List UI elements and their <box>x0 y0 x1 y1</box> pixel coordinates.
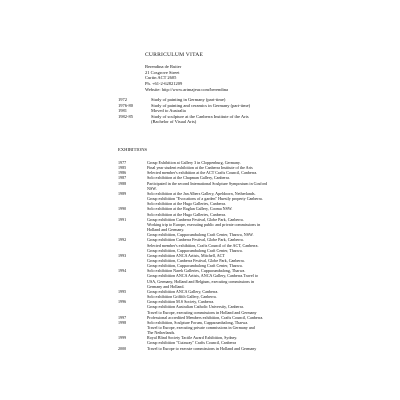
document-title: CURRICULUM VITAE <box>145 52 204 58</box>
education-entry-year: 1981 <box>118 108 127 114</box>
education-entry-text: Moved to Australia <box>151 108 186 114</box>
exhibition-entry <box>118 346 318 351</box>
exhibition-entry-year: 1994 <box>118 268 127 274</box>
exhibition-entry-text: Group exhibition, Cuppacumbalong Craft Center, Tharwa. <box>147 247 243 253</box>
exhibitions-list <box>118 160 318 351</box>
exhibition-entry-text: Selected member's exhibition, Crafts Council of the ACT, Canberra. <box>147 242 259 248</box>
exhibition-entry-text: Solo exhibition at the Chapman Gallery, Canberra. <box>147 175 230 181</box>
education-entry-year: 1976-80 <box>118 102 133 108</box>
exhibition-entry-year: 1996 <box>118 299 127 305</box>
exhibition-entry-text: The Netherlands. <box>147 330 176 336</box>
contact-phone: Ph. +61-2-62821209 <box>145 81 183 87</box>
exhibition-entry-year: 1985 <box>118 165 127 171</box>
exhibition-entry-text: Working trip to Europe, executing public and private commissions in <box>147 221 261 227</box>
exhibition-entry-text: Group exhibition, Cuppacumbalong Craft Center, Tharwa. <box>147 263 243 269</box>
exhibition-entry-text: Group exhibition, Cuppacumbalong Craft Center, Tharwa, NSW. <box>147 232 254 238</box>
exhibition-entry-year: 1995 <box>118 288 127 294</box>
exhibition-entry-year: 1988 <box>118 180 127 186</box>
exhibition-entry-year: 1977 <box>118 160 127 165</box>
exhibition-entry-text: Travel to Europe, executing commissions in Holland and Germany <box>147 309 257 315</box>
exhibition-entry-year: 2000 <box>118 345 127 351</box>
exhibition-entry-year: 1999 <box>118 335 127 341</box>
exhibition-entry-text: Group exhibition Australian Catholic University, Canberra. <box>147 304 244 310</box>
exhibition-entry-text: Group exhibition ANCA Artists, Mitchell, ACT <box>147 252 225 258</box>
education-entry-year: 1982-85 <box>118 113 133 119</box>
exhibition-entry-year: 1998 <box>118 319 127 325</box>
exhibition-entry-text: Germany and Holland. <box>147 283 185 289</box>
exhibition-entry-text: Group exhibition "Evocations of a garden" Huestly property Canberra. <box>147 196 263 202</box>
contact-street: 21 Cosgrove Street <box>145 69 180 75</box>
contact-city: Curtin ACT 2605 <box>145 75 177 81</box>
exhibition-entry-text: Group Exhibition at Gallery 3 in Cloppenburg, Germany. <box>147 160 241 165</box>
exhibition-entry-year: 1986 <box>118 170 127 176</box>
exhibition-entry-text: Group exhibition "Cutaway" Crafts Council, Canberra <box>147 340 237 346</box>
exhibition-entry-text: Professional accredited Members exhibition, Crafts Council, Canberra. <box>147 314 264 320</box>
education-list <box>118 97 250 125</box>
exhibition-entry-text: Group exhibition Canberra Festival, Globe Park, Canberra. <box>147 216 244 222</box>
exhibition-entry-text: Holland and Germany. <box>147 227 185 233</box>
exhibition-entry-year: 1992 <box>118 237 127 243</box>
exhibition-entry-year: 1993 <box>118 252 127 258</box>
education-entry-text: Study of painting and ceramics in Germany (part-time) <box>151 102 251 108</box>
exhibition-entry-text: Royal Blind Society Tactile Award Exhibition, Sydney. <box>147 335 238 341</box>
exhibition-entry-text: Group exhibition ANCA Gallery, Canberra. <box>147 288 219 294</box>
exhibition-entry-text: Group exhibition, Canberra Festival, Globe Park, Canberra. <box>147 257 245 263</box>
exhibition-entry-year: 1991 <box>118 216 127 222</box>
exhibition-entry-text: Solo exhibition Griffith Gallery, Canberra. <box>147 294 217 300</box>
education-entry <box>118 119 250 125</box>
education-entry-text: Study of painting in Germany (part-time) <box>151 97 226 102</box>
education-entry-year: 1972 <box>118 97 127 102</box>
exhibitions-heading: EXHIBITIONS <box>118 147 148 152</box>
education-entry-text: (Bachelor of Visual Arts) <box>151 119 197 125</box>
education-entry-year <box>118 119 151 125</box>
exhibition-entry-text: USA, Germany, Holland and Belgium, executing commissions in <box>147 278 255 284</box>
exhibition-entry-text: Solo exhibition Narek Galleries, Cuppacumbalong, Tharwa. <box>147 268 246 274</box>
exhibition-entry-text: Selected member's exhibition at the ACT Crafts Council, Canberra. <box>147 170 258 176</box>
education-entry-text: Study of sculpture at the Canberra Institute of the Arts <box>151 113 249 119</box>
exhibition-entry-text: Group exhibition M.S Society, Canberra. <box>147 299 215 305</box>
exhibition-entry-text: Solo exhibition at the Raglan Gallery, Cooma NSW. <box>147 206 233 212</box>
exhibition-entry-text: Group exhibition Canberra Festival, Globe Park, Canberra. <box>147 237 244 243</box>
exhibition-entry-text: Travel to Europe to execute commissions in Holland and Germany <box>147 345 257 351</box>
exhibition-entry-text: NSW. <box>147 185 157 191</box>
exhibition-entry-year: 1989 <box>118 190 127 196</box>
exhibition-entry-year: 1997 <box>118 314 127 320</box>
exhibition-entry-text: Group exhibition ANCA Artists, ANCA Gallery, Canberra.Travel to <box>147 273 259 279</box>
exhibition-entry-text: Solo exhibition, Sculpture Forum, Cuppacumbalong, Tharwa. <box>147 319 249 325</box>
exhibition-entry-text: Solo exhibition at the Hugo Galleries, Canberra. <box>147 211 227 217</box>
contact-name: Berendina de Ruiter <box>145 64 182 69</box>
contact-block <box>145 64 228 93</box>
exhibition-entry-text: Final year student exhibition at the Canberra Institute of the Arts <box>147 165 253 171</box>
contact-website: Website: http://www.artmajeur.com/berendina <box>145 86 228 92</box>
exhibition-entry-text: Participated in the second International Sculpture Symposium in Gosford <box>147 180 268 186</box>
exhibition-entry-text: Travel to Europe, executing private commissions in Germany and <box>147 325 255 330</box>
exhibition-entry-text: Solo exhibition at the Hugo Galleries, Canberra. <box>147 201 227 207</box>
exhibition-entry-text: Solo exhibition at the Jan Albers Gallery, Apeldoorn, Netherlands. <box>147 190 256 196</box>
exhibition-entry-year: 1990 <box>118 206 127 212</box>
exhibition-entry-year: 1987 <box>118 175 127 181</box>
